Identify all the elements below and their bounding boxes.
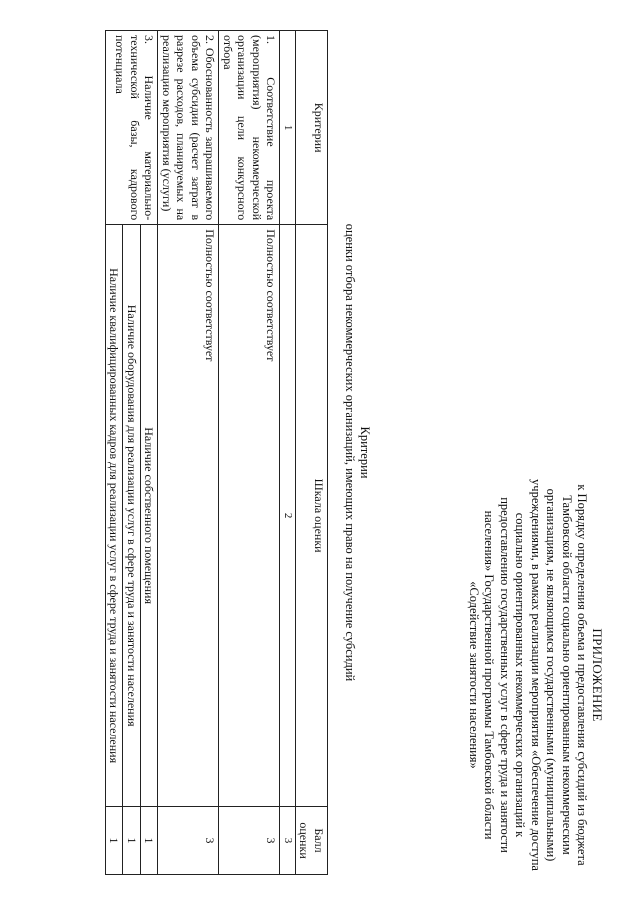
score-cell: 1 bbox=[141, 807, 159, 875]
scale-cell: Наличие квалифицированных кадров для реализации услуг в сфере труда и занятости населения bbox=[106, 225, 124, 807]
column-number-1: 1 bbox=[280, 31, 296, 225]
table-row bbox=[141, 31, 159, 875]
criterion-cell: 2. Обоснованность запрашиваемого объема субсидии (расчет затрат в разрезе расходов, планируемых на реализацию мероприятия (услуги) bbox=[158, 31, 219, 225]
scale-cell: Наличие собственного помещения bbox=[141, 225, 159, 807]
header-criteria: Критерии bbox=[296, 31, 328, 225]
score-cell: 1 bbox=[106, 807, 124, 875]
criteria-subtitle: оценки отбора некоммерческих организаций, имеющих право на получение субсидий bbox=[343, 223, 357, 682]
appendix-block bbox=[466, 475, 606, 875]
criterion-cell: 1. Соответствие проекта (мероприятия) некоммерческой организации цели конкурсного отбора bbox=[219, 31, 280, 225]
table-row bbox=[158, 31, 219, 875]
criteria-title: Критерии bbox=[358, 426, 372, 479]
criterion-cell: 3. Наличие материально-технической базы, кадрового потенциала bbox=[106, 31, 159, 225]
score-cell: 1 bbox=[123, 807, 141, 875]
header-score: Балл оценки bbox=[296, 807, 328, 875]
scale-cell: Наличие оборудования для реализации услуг в сфере труда и занятости населения bbox=[123, 225, 141, 807]
column-number-row bbox=[280, 31, 296, 875]
table-header-row bbox=[296, 31, 328, 875]
criteria-heading bbox=[342, 30, 372, 875]
score-cell: 3 bbox=[219, 807, 280, 875]
table-row bbox=[219, 31, 280, 875]
column-number-2: 2 bbox=[280, 225, 296, 807]
header-scale: Шкала оценки bbox=[296, 225, 328, 807]
appendix-text: к Порядку определения объема и предоставления субсидий из бюджета Тамбовской области социально ориентированным некоммерческим организациям, не являющимся государственными (муниципальными) учреждениями, в рамках реализации мероприятия «Обеспечение доступа социально ориентированных некоммерческих организаций к предоставлению государственных услуг в сфере труда и занятости населения» Государственной программы Тамбовской области «Содействие занятости населения» bbox=[467, 479, 590, 871]
score-cell: 3 bbox=[158, 807, 219, 875]
scale-cell: Полностью соответствует bbox=[158, 225, 219, 807]
column-number-3: 3 bbox=[280, 807, 296, 875]
appendix-title: ПРИЛОЖЕНИЕ bbox=[590, 628, 605, 722]
criteria-table bbox=[105, 30, 328, 875]
scale-cell: Полностью соответствует bbox=[219, 225, 280, 807]
